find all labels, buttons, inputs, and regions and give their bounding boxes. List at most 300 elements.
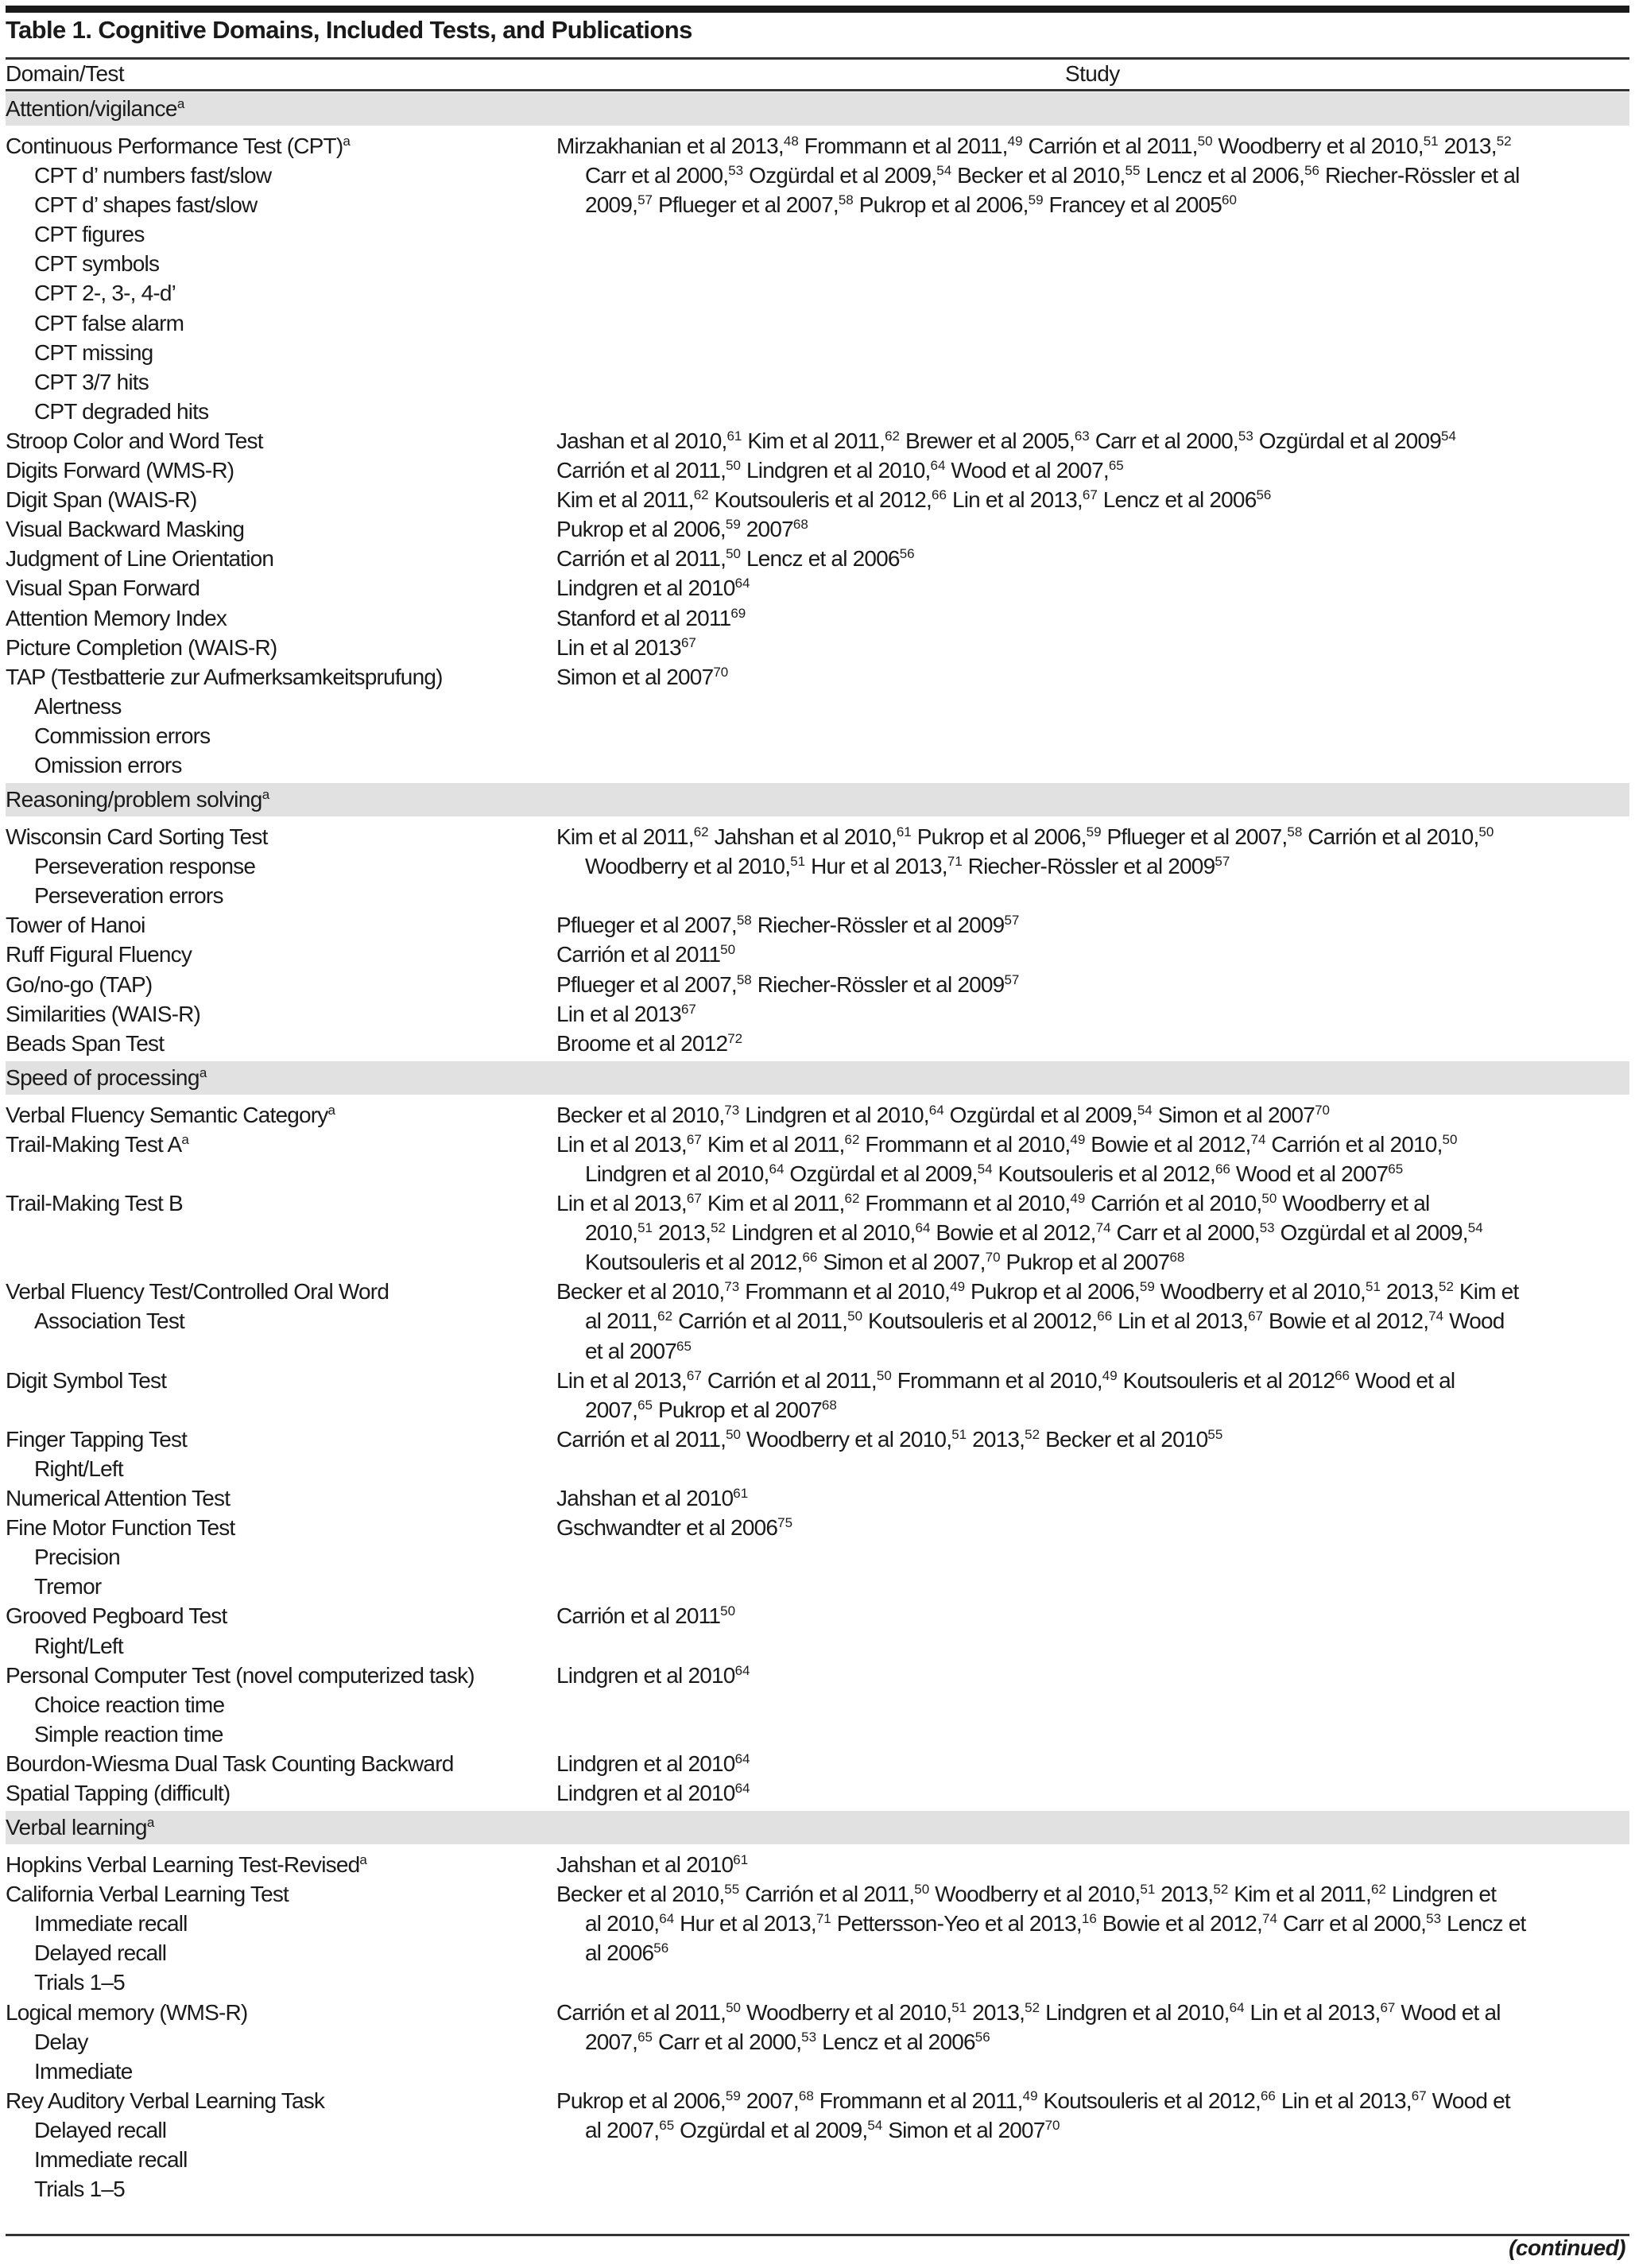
domain-test-cell	[6, 2086, 556, 2204]
table-row	[6, 1513, 1629, 1601]
study-cell	[556, 1277, 1629, 1365]
citation-text: Pukrop et al 2006,	[911, 824, 1087, 850]
study-cell	[556, 2086, 1629, 2204]
study-line	[556, 573, 1629, 603]
reference-number: 50	[726, 1999, 742, 2015]
reference-number: 51	[1423, 134, 1439, 149]
reference-number: 50	[726, 458, 742, 474]
test-name	[6, 1188, 556, 1218]
table-row	[6, 1130, 1629, 1188]
table-title: Table 1. Cognitive Domains, Included Tests, and Publications	[6, 16, 692, 44]
citation-text: Jahshan et al 2010,	[708, 824, 897, 850]
citation-text: Francey et al 2005	[1043, 192, 1222, 218]
citation-text: Koutsouleris et al 2012	[1117, 1367, 1335, 1393]
test-name	[6, 662, 556, 692]
section-header	[6, 1811, 1629, 1844]
table-row	[6, 910, 1629, 940]
study-line	[556, 456, 1629, 485]
test-name-text: Trail-Making Test B	[6, 1191, 183, 1216]
citation-text: 2013,	[967, 1999, 1025, 2025]
reference-number: 50	[847, 1308, 863, 1324]
reference-number: 50	[1442, 1131, 1458, 1147]
reference-number: 56	[1304, 163, 1319, 179]
subtest-name: CPT d’ shapes fast/slow	[34, 192, 258, 218]
study-line	[556, 485, 1629, 514]
citation-text: 2013,	[653, 1220, 711, 1246]
subtest-name: Choice reaction time	[34, 1692, 225, 1717]
citation-text: Lencz et	[1441, 1911, 1526, 1937]
reference-number: 53	[1238, 428, 1253, 444]
citation-text: Ozgürdal et al 2009,	[1274, 1220, 1468, 1246]
subtest-name: CPT symbols	[34, 251, 160, 277]
study-cell	[556, 1661, 1629, 1749]
study-cell	[556, 940, 1629, 969]
reference-number: 59	[1139, 1279, 1155, 1295]
citation-text: Brewer et al 2005,	[899, 428, 1075, 453]
section-name: Verbal learning	[6, 1815, 147, 1840]
table-row	[6, 514, 1629, 544]
citation-text: Koutsouleris et al 2012,	[992, 1161, 1215, 1186]
reference-number: 56	[899, 546, 915, 562]
test-name	[6, 1998, 556, 2027]
reference-number: 67	[686, 1367, 702, 1383]
study-line	[556, 1778, 1629, 1808]
table-row	[6, 1483, 1629, 1513]
reference-number: 54	[936, 163, 952, 179]
domain-test-cell	[6, 1749, 556, 1778]
citation-text: Frommann et al 2010,	[859, 1131, 1071, 1157]
citation-text: Kim et al 2011,	[742, 428, 885, 453]
reference-number: 56	[974, 2029, 990, 2045]
domain-test-cell	[6, 1601, 556, 1660]
reference-number: 55	[1125, 163, 1141, 179]
study-line	[556, 544, 1629, 573]
study-line	[556, 1998, 1629, 2027]
citation-text: Pukrop et al 2006,	[853, 192, 1029, 218]
citation-text: Mirzakhanian et al 2013,	[556, 134, 784, 158]
table-row	[6, 573, 1629, 603]
citation-text: Pettersson-Yeo et al 2013,	[831, 1911, 1082, 1937]
reference-number: 64	[734, 1780, 750, 1796]
study-line	[556, 1879, 1629, 1909]
citation-text: Simon et al 2007	[556, 664, 714, 689]
reference-number: 64	[928, 1102, 944, 1118]
citation-text: Kim et al 2011,	[556, 487, 694, 513]
study-cell	[556, 1366, 1629, 1425]
reference-number: 60	[1222, 192, 1237, 208]
reference-number: 61	[726, 428, 742, 444]
domain-test-cell	[6, 1998, 556, 2086]
reference-number: 55	[1207, 1426, 1223, 1442]
study-cell	[556, 970, 1629, 999]
reference-number: 51	[951, 1426, 967, 1442]
table-row	[6, 662, 1629, 780]
table-row	[6, 131, 1629, 426]
table-row	[6, 940, 1629, 969]
citation-text: Woodberry et al 2010,	[929, 1882, 1141, 1907]
study-line	[556, 1749, 1629, 1778]
citation-text: Lin et al 2013,	[1275, 2088, 1412, 2113]
test-name-text: Stroop Color and Word Test	[6, 428, 263, 453]
citation-text: Broome et al 2012	[556, 1030, 728, 1056]
citation-text: Riecher-Rössler et al 2009	[751, 971, 1005, 997]
citation-text: Lin et al 2013,	[556, 1367, 687, 1393]
test-name-text: Wisconsin Card Sorting Test	[6, 824, 268, 850]
table-row	[6, 1188, 1629, 1277]
domain-test-cell	[6, 940, 556, 969]
reference-number: 52	[1025, 1999, 1040, 2015]
citation-text: 2013,	[1155, 1882, 1214, 1907]
citation-text: Becker et al 2010,	[556, 1882, 725, 1907]
reference-number: 52	[1025, 1426, 1040, 1442]
reference-number: 53	[1259, 1220, 1275, 1236]
citation-text: Woodberry et al 2010,	[1212, 134, 1424, 158]
reference-number: 70	[1044, 2117, 1060, 2133]
subtest-name: Commission errors	[34, 723, 211, 748]
citation-text: 2009,	[585, 192, 638, 218]
reference-number: 74	[1428, 1308, 1444, 1324]
subtest-name: CPT d’ numbers fast/slow	[34, 163, 272, 188]
test-name	[6, 426, 556, 456]
domain-test-cell	[6, 1661, 556, 1749]
table-row	[6, 2086, 1629, 2204]
test-name-text: Grooved Pegboard Test	[6, 1603, 227, 1629]
study-line	[556, 822, 1629, 851]
subtest-name: Right/Left	[34, 1633, 123, 1658]
study-line	[556, 910, 1629, 940]
domain-test-cell	[6, 544, 556, 573]
domain-test-cell	[6, 514, 556, 544]
reference-number: 50	[1261, 1191, 1277, 1207]
citation-text: Carrión et al 2011,	[556, 1999, 726, 2025]
table-row	[6, 426, 1629, 456]
column-header-study: Study	[1065, 61, 1120, 86]
citation-text: Carrión et al 2010,	[1265, 1131, 1443, 1157]
reference-number: 53	[801, 2029, 817, 2045]
test-name-text: Beads Span Test	[6, 1030, 165, 1056]
subtest-name: Tremor	[34, 1574, 102, 1599]
table-body	[6, 92, 1629, 2204]
domain-test-cell	[6, 1188, 556, 1277]
reference-number: 64	[930, 458, 946, 474]
citation-text: Wood et	[1426, 2088, 1510, 2113]
citation-text: Woodberry et al 2010,	[1154, 1279, 1366, 1305]
reference-number: 65	[1388, 1161, 1404, 1177]
reference-number: 64	[734, 1662, 750, 1678]
subtest-name: Perseveration response	[34, 854, 256, 879]
reference-number: 62	[1370, 1882, 1386, 1898]
footnote-marker: a	[181, 1131, 189, 1147]
test-name	[6, 603, 556, 633]
citation-text: Kim et al 2011,	[1228, 1882, 1371, 1907]
footnote-marker: a	[262, 787, 270, 803]
test-name-text: Digits Forward (WMS-R)	[6, 458, 234, 483]
test-name-text: Rey Auditory Verbal Learning Task	[6, 2088, 325, 2113]
reference-number: 53	[1426, 1911, 1442, 1927]
study-cell	[556, 633, 1629, 662]
citation-text: Lindgren et al 2010,	[585, 1161, 769, 1186]
test-name-text: California Verbal Learning Test	[6, 1882, 289, 1907]
subtest-name: Trials 1–5	[34, 1970, 125, 1995]
study-line	[556, 1661, 1629, 1690]
reference-number: 51	[1366, 1279, 1381, 1295]
citation-text: Frommann et al 2010,	[739, 1279, 951, 1305]
citation-text: Bowie et al 2012,	[1263, 1308, 1429, 1334]
reference-number: 62	[844, 1131, 860, 1147]
study-line	[556, 1100, 1629, 1130]
reference-number: 68	[1169, 1250, 1185, 1266]
citation-text: Hur et al 2013,	[805, 854, 947, 879]
footnote-marker: a	[176, 96, 185, 111]
study-line	[556, 633, 1629, 662]
subtest-name: Perseveration errors	[34, 883, 223, 909]
reference-number: 67	[1248, 1308, 1264, 1324]
study-cell	[556, 999, 1629, 1029]
test-name	[6, 822, 556, 851]
citation-text: Carr et al 2000,	[585, 163, 729, 188]
subtest-name: Association Test	[34, 1308, 185, 1334]
subtest-name: Trials 1–5	[34, 2177, 125, 2202]
citation-text: Carr et al 2000,	[1277, 1911, 1427, 1937]
reference-number: 68	[821, 1397, 837, 1413]
reference-number: 54	[1467, 1220, 1483, 1236]
reference-number: 61	[896, 824, 912, 840]
study-line	[556, 1395, 1629, 1425]
test-name	[6, 1130, 556, 1159]
reference-number: 62	[693, 824, 709, 840]
top-thick-rule	[6, 6, 1629, 13]
study-line	[556, 603, 1629, 633]
reference-number: 58	[736, 913, 752, 929]
subtest-name: CPT false alarm	[34, 310, 184, 335]
study-line	[556, 1188, 1629, 1218]
study-line	[556, 1513, 1629, 1542]
subtest-name: Alertness	[34, 693, 122, 719]
reference-number: 49	[1022, 2088, 1038, 2103]
citation-text: Frommann et al 2010,	[859, 1191, 1071, 1216]
citation-text: al 2010,	[585, 1911, 660, 1937]
study-line	[556, 1247, 1629, 1277]
citation-text: Pukrop et al 2006,	[556, 2088, 726, 2113]
table-row	[6, 485, 1629, 514]
test-name	[6, 910, 556, 940]
study-cell	[556, 456, 1629, 485]
citation-text: Lin et al 2013,	[1244, 1999, 1381, 2025]
reference-number: 70	[1315, 1102, 1330, 1118]
study-line	[556, 970, 1629, 999]
reference-number: 53	[728, 163, 744, 179]
table-row	[6, 456, 1629, 485]
citation-text: Lindgren et al 2010	[556, 576, 735, 601]
reference-number: 72	[727, 1030, 743, 1046]
study-line	[556, 999, 1629, 1029]
test-name-text: Digit Symbol Test	[6, 1367, 167, 1393]
citation-text: Becker et al 2010,	[556, 1102, 725, 1127]
table-row	[6, 1366, 1629, 1425]
reference-number: 59	[725, 2088, 741, 2103]
study-cell	[556, 1998, 1629, 2086]
reference-number: 50	[720, 1603, 736, 1619]
study-cell	[556, 603, 1629, 633]
domain-test-cell	[6, 603, 556, 633]
subtest-name: CPT degraded hits	[34, 398, 209, 424]
reference-number: 51	[790, 854, 806, 870]
study-cell	[556, 662, 1629, 780]
reference-number: 66	[1260, 2088, 1276, 2103]
table-row	[6, 1277, 1629, 1365]
citation-text: Pukrop et al 2006,	[556, 517, 726, 542]
study-cell	[556, 544, 1629, 573]
study-cell	[556, 1188, 1629, 1277]
study-cell	[556, 1483, 1629, 1513]
table-row	[6, 544, 1629, 573]
subtest-name: CPT missing	[34, 339, 153, 365]
reference-number: 67	[1380, 1999, 1396, 2015]
citation-text: Koutsouleris et al 2012,	[1037, 2088, 1261, 2113]
study-cell	[556, 1879, 1629, 1997]
reference-number: 50	[726, 546, 742, 562]
study-cell	[556, 1513, 1629, 1601]
reference-number: 58	[838, 192, 854, 208]
reference-number: 57	[1004, 971, 1020, 987]
citation-text: Bowie et al 2012,	[1096, 1911, 1263, 1937]
reference-number: 62	[844, 1191, 860, 1207]
test-name-text: Digit Span (WAIS-R)	[6, 487, 197, 513]
reference-number: 54	[1137, 1102, 1153, 1118]
domain-test-cell	[6, 1778, 556, 1808]
test-name	[6, 999, 556, 1029]
reference-number: 59	[725, 517, 741, 533]
reference-number: 68	[792, 517, 808, 533]
reference-number: 49	[1007, 134, 1023, 149]
domain-test-cell	[6, 1879, 556, 1997]
citation-text: Lindgren et al 2010	[556, 1750, 735, 1776]
reference-number: 71	[947, 854, 963, 870]
reference-number: 67	[680, 634, 696, 650]
study-line	[556, 2086, 1629, 2115]
citation-text: Jahshan et al 2010	[556, 1486, 734, 1511]
table-row	[6, 822, 1629, 910]
reference-number: 16	[1081, 1911, 1097, 1927]
reference-number: 49	[950, 1279, 966, 1295]
reference-number: 74	[1250, 1131, 1266, 1147]
reference-number: 64	[769, 1161, 785, 1177]
reference-number: 62	[657, 1308, 673, 1324]
citation-text: Lindgren et al 2010	[556, 1780, 735, 1805]
citation-text: Pflueger et al 2007,	[556, 913, 737, 938]
citation-text: Carrión et al 2011,	[556, 546, 726, 572]
reference-number: 65	[676, 1338, 692, 1354]
reference-number: 50	[1478, 824, 1494, 840]
citation-text: Lin et al 2013,	[946, 487, 1083, 513]
table-row	[6, 1100, 1629, 1130]
citation-text: Lindgren et al 2010,	[1040, 1999, 1230, 2025]
subtest-name: CPT 3/7 hits	[34, 369, 149, 394]
test-name-text: Visual Backward Masking	[6, 517, 245, 542]
citation-text: Becker et al 2010	[1040, 1426, 1208, 1452]
citation-text: Riecher-Rössler et al 2009	[962, 854, 1215, 879]
test-name	[6, 970, 556, 999]
reference-number: 55	[724, 1882, 740, 1898]
test-name	[6, 1879, 556, 1909]
section-header	[6, 783, 1629, 816]
citation-text: Ozgürdal et al 2009,	[743, 163, 937, 188]
footnote-marker: a	[343, 134, 351, 149]
citation-text: Lindgren et	[1385, 1882, 1497, 1907]
subtest-name: Delayed recall	[34, 2117, 167, 2142]
citation-text: Wood et al	[1350, 1367, 1455, 1393]
citation-text: Wood et al 2007,	[945, 458, 1109, 483]
citation-text: Becker et al 2010,	[556, 1279, 725, 1305]
table-row	[6, 1778, 1629, 1808]
citation-text: Frommann et al 2011,	[798, 134, 1008, 158]
test-name-text: Logical memory (WMS-R)	[6, 1999, 248, 2025]
reference-number: 57	[1215, 854, 1230, 870]
citation-text: Simon et al 2007	[1152, 1102, 1315, 1127]
study-line	[556, 940, 1629, 969]
citation-text: Lin et al 2013,	[556, 1131, 687, 1157]
study-cell	[556, 1425, 1629, 1483]
citation-text: Lindgren et al 2010,	[741, 458, 931, 483]
citation-text: Carr et al 2000,	[1089, 428, 1238, 453]
table-row	[6, 1850, 1629, 1879]
citation-text: Woodberry et al 2010,	[741, 1426, 952, 1452]
reference-number: 65	[659, 2117, 675, 2133]
test-name-text: Visual Span Forward	[6, 576, 200, 601]
test-name	[6, 456, 556, 485]
citation-text: Kim et al 2011,	[701, 1131, 845, 1157]
test-name	[6, 1366, 556, 1395]
test-name-text: Attention Memory Index	[6, 605, 227, 630]
test-name	[6, 1850, 556, 1879]
reference-number: 48	[783, 134, 799, 149]
citation-text: Lin et al 2013,	[556, 1191, 687, 1216]
study-line	[556, 190, 1629, 219]
study-line	[556, 1366, 1629, 1395]
citation-text: Ozgürdal et al 2009,	[674, 2117, 868, 2142]
domain-test-cell	[6, 426, 556, 456]
reference-number: 74	[1095, 1220, 1111, 1236]
study-cell	[556, 1850, 1629, 1879]
citation-text: Pukrop et al 2006,	[965, 1279, 1140, 1305]
test-name-text: Go/no-go (TAP)	[6, 971, 153, 997]
test-name-text: Tower of Hanoi	[6, 913, 145, 938]
study-cell	[556, 1749, 1629, 1778]
study-line	[556, 514, 1629, 544]
study-cell	[556, 514, 1629, 544]
domain-test-cell	[6, 822, 556, 910]
column-header-domain: Domain/Test	[6, 61, 125, 86]
study-line	[556, 1306, 1629, 1336]
reference-number: 68	[798, 2088, 814, 2103]
citation-text: Carrión et al 2011,	[556, 458, 726, 483]
citation-text: Pukrop et al 2007	[653, 1397, 822, 1422]
citation-text: Carrión et al 2011	[556, 942, 721, 967]
section-header	[6, 1061, 1629, 1095]
footnote-marker: a	[359, 1852, 367, 1868]
test-name-text: Judgment of Line Orientation	[6, 546, 274, 572]
citation-text: Riecher-Rössler et al 2009	[751, 913, 1005, 938]
subtest-name: Immediate	[34, 2058, 133, 2084]
reference-number: 58	[1287, 824, 1303, 840]
citation-text: Gschwandter et al 2006	[556, 1515, 778, 1541]
reference-number: 59	[1086, 824, 1102, 840]
test-name-text: Ruff Figural Fluency	[6, 942, 192, 967]
reference-number: 54	[977, 1161, 993, 1177]
reference-number: 69	[730, 605, 746, 621]
citation-text: Stanford et al 2011	[556, 605, 731, 630]
reference-number: 58	[736, 971, 752, 987]
